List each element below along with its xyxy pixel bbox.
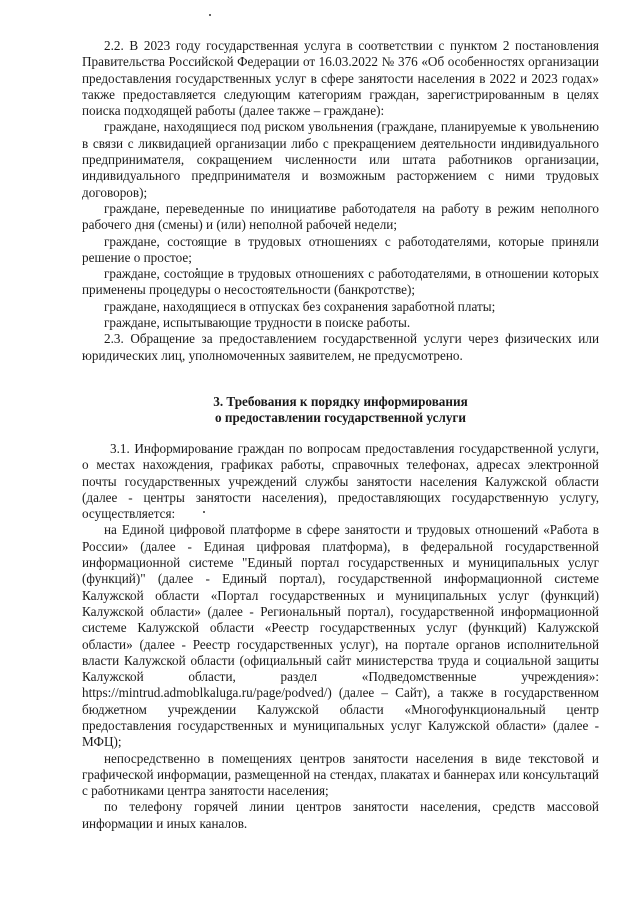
- list-item: граждане, переведенные по инициативе работодателя на работу в режим неполного рабочего дня (смены) и (или) неполной рабочей недели;: [82, 200, 599, 233]
- section-3-title-line-1: 3. Требования к порядку информирования: [213, 393, 468, 409]
- list-item: граждане, состоящие в трудовых отношениях с работодателями, в отношении которых применены процедуры о несостоятельности (банкротстве);: [82, 266, 599, 298]
- document-page: [82, 38, 599, 832]
- section-3-heading: [82, 394, 599, 427]
- list-item: граждане, находящиеся под риском увольнения (граждане, планируемые к увольнению в связи с ликвидацией организации либо с прекращением деятельности индивидуального предпринимателя, сокращением численности или штата работников организации, индивидуального предпринимателя и возможным расторжением с ними трудовых договоров);: [82, 119, 599, 200]
- scan-speck: [209, 14, 211, 16]
- list-item: непосредственно в помещениях центров занятости населения в виде текстовой и графической информации, размещенной на стендах, плакатах и баннерах или консультаций с работниками центра занятости населения;: [82, 750, 599, 799]
- paragraph-3-1: 3.1. Информирование граждан по вопросам предоставления государственной услуги, о местах нахождения, графиках работы, справочных телефонах, адресах электронной почты государственных учреждений службы занятости населения Калужской области (далее - центры занятости населения), предоставляющих государственную услугу, осуществляется:: [82, 440, 599, 522]
- list-item: граждане, испытывающие трудности в поиске работы.: [104, 315, 411, 331]
- paragraph-2-3: 2.3. Обращение за предоставлением государственной услуги через физических или юридических лиц, уполномоченных заявителем, не предусмотрено.: [82, 331, 599, 363]
- paragraph-2-2: 2.2. В 2023 году государственная услуга в соответствии с пунктом 2 постановления Правительства Российской Федерации от 16.03.2022 № 376 «Об особенностях организации предоставления государственных услуг в сфере занятости населения в 2022 и 2023 годах» также предоставляется следующим категориям граждан, зарегистрированным в целях поиска подходящей работы (далее также – граждане):: [82, 38, 599, 119]
- list-item: граждане, состоящие в трудовых отношениях с работодателями, которые приняли решение о простое;: [82, 233, 599, 265]
- list-item: по телефону горячей линии центров занятости населения, средств массовой информации и иных каналов.: [82, 799, 599, 831]
- list-item: граждане, находящиеся в отпусках без сохранения заработной платы;: [104, 298, 496, 314]
- section-3-title-line-2: о предоставлении государственной услуги: [214, 410, 467, 426]
- list-item: на Единой цифровой платформе в сфере занятости и трудовых отношений «Работа в России» (далее - Единая цифровая платформа), в федеральной государственной информационной системе "Единый портал государственных и муниципальных услуг (функций)" (далее - Единый портал), государственной информационной системе Калужской области «Портал государственных и муниципальных услуг (функций) Калужской области» (далее - Региональный портал), государственной информационной системе Калужской области «Реестр государственных услуг (функций) Калужской области» (далее - Реестр государственных услуг), на портале органов исполнительной власти Калужской области (официальный сайт министерства труда и социальной защиты Калужской области, раздел «Подведомственные учреждения»: https://mintrud.admoblkaluga.ru/page/podved/) (далее – Сайт), а также в государственном бюджетном учреждении Калужской области «Многофункциональный центр предоставления государственных и муниципальных услуг Калужской области» (далее - МФЦ);: [82, 522, 599, 750]
